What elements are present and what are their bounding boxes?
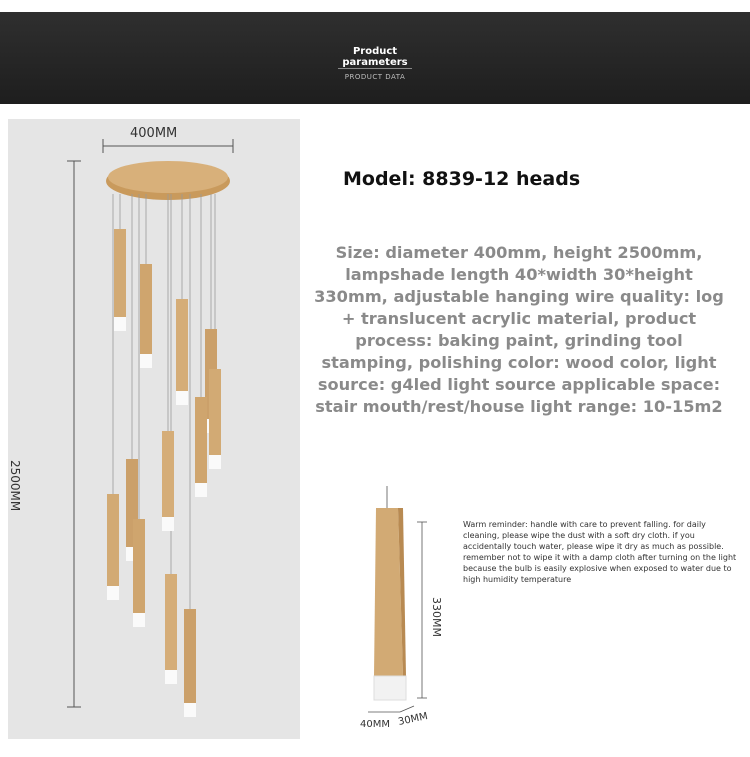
warm-reminder-text: Warm reminder: handle with care to prevent falling. for daily cleaning, please wipe the dust with a soft dry cloth. if you accidentally touch water, please wipe it dry as much as possible. remember not to wipe it with a damp cloth after turning on the light because the bulb is easily explosive when exposed to water due to high humidity temperature [463,520,737,584]
shade-width-label: 40MM [360,719,390,730]
shade-length-label: 330MM [430,597,443,637]
banner-title-line1: Product [352,46,398,57]
banner-subtitle: PRODUCT DATA [344,73,406,81]
height-label: 2500MM [8,460,22,512]
banner-divider [338,68,412,69]
chandelier-illustration [8,119,300,739]
single-wood-shade [374,508,403,676]
canopy-top [108,161,228,193]
single-pendant-illustration [360,486,440,726]
specification-text: Size: diameter 400mm, height 2500mm, lampshade length 40*width 30*height 330mm, adjustable hanging wire quality: log + translucent acrylic material, product process: baking paint, grinding tool stamping, polishing color: wood color, light source: g4led light source applicable space: stair mouth/rest/house light range: 10-15m2 [314,243,724,416]
banner-title [0,46,750,68]
shade-depth-line [400,706,414,712]
shade-depth-label: 30MM [397,711,429,728]
model-title: Model: 8839-12 heads [343,168,581,190]
pendant-lamps [107,229,221,717]
banner-title-line2: parameters [342,57,408,68]
diameter-label: 400MM [130,126,178,141]
single-acrylic-tip [374,676,406,700]
chandelier-photo [8,119,300,739]
header-banner [0,12,750,104]
